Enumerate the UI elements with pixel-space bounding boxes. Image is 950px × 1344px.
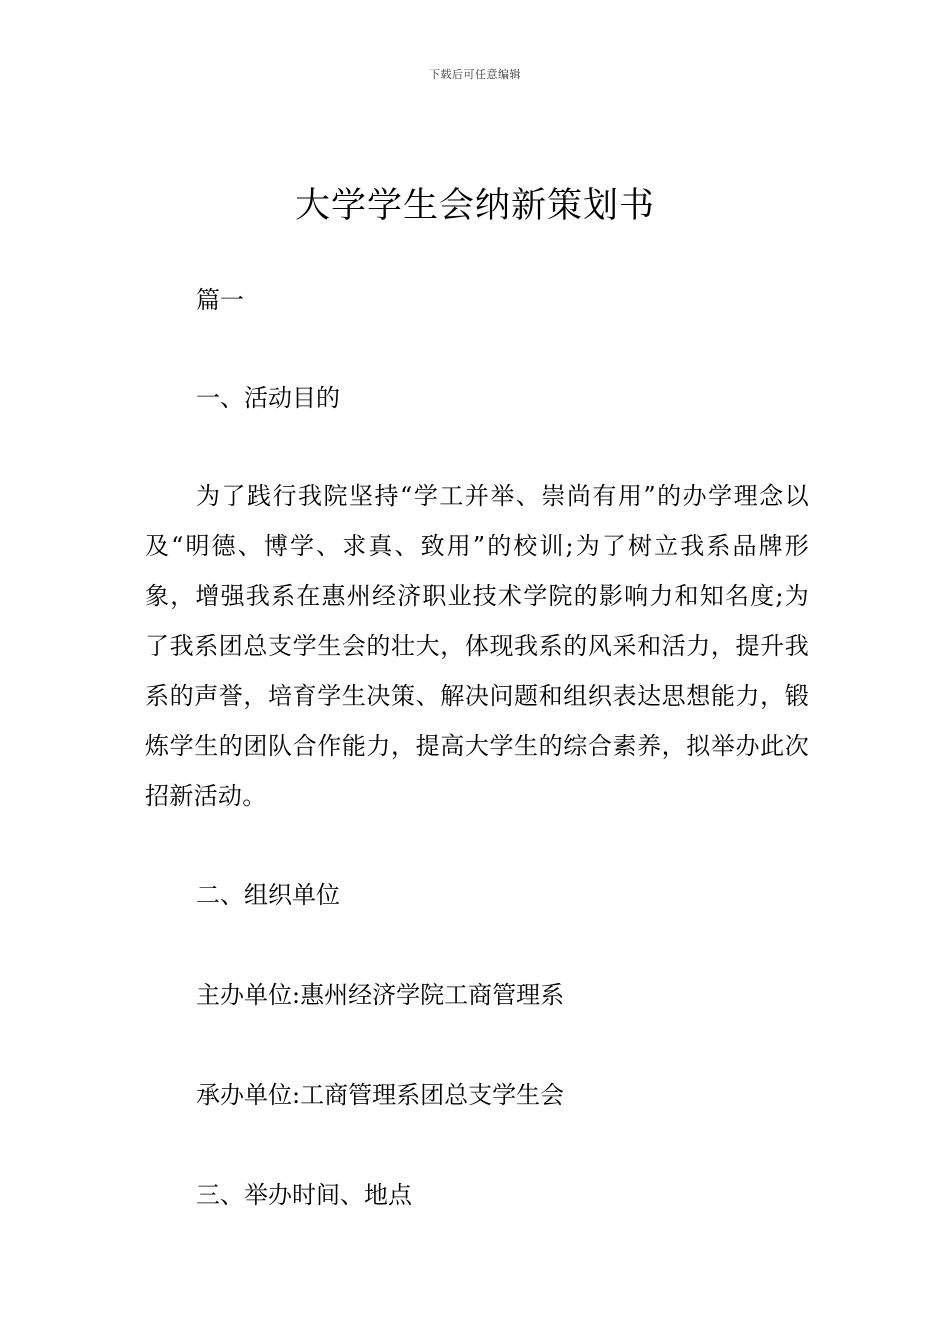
header-note: 下载后可任意编辑	[429, 68, 521, 81]
part-label: 篇一	[196, 286, 244, 314]
section-1-heading: 一、活动目的	[196, 384, 340, 412]
section-3-heading: 三、举办时间、地点	[196, 1181, 412, 1209]
host-unit: 主办单位:惠州经济学院工商管理系	[196, 981, 565, 1009]
document-title: 大学学生会纳新策划书	[294, 186, 655, 226]
organizer-unit: 承办单位:工商管理系团总支学生会	[196, 1081, 565, 1109]
section-2-heading: 二、组织单位	[196, 881, 340, 909]
section-1-body: 为了践行我院坚持“学工并举、崇尚有用”的办学理念以及“明德、博学、求真、致用”的校训;为了树立我系品牌形象，增强我系在惠州经济职业技术学院的影响力和知名度;为了我系团总支学生会的壮大，体现我系的风采和活力，提升我系的声誉，培育学生决策、解决问题和组织表达思想能力，锻炼学生的团队合作能力，提高大学生的综合素养，拟举办此次招新活动。	[145, 482, 809, 810]
